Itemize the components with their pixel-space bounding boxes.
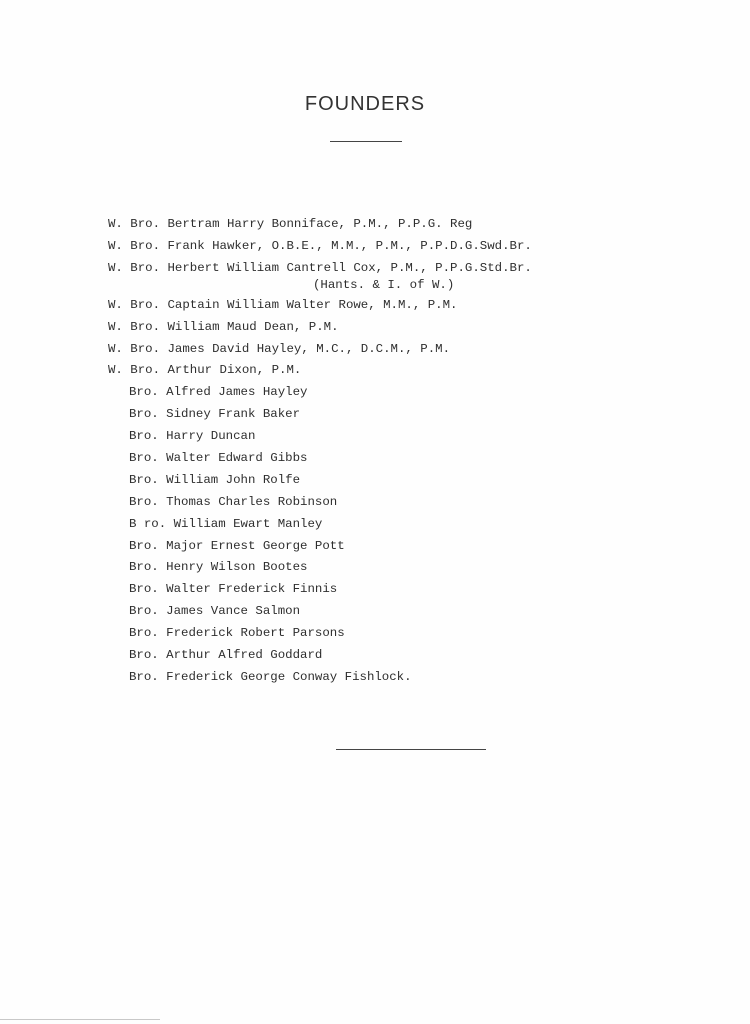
founder-name: Bro. Frederick Robert Parsons (129, 626, 345, 641)
list-item (108, 295, 728, 317)
founder-province: (Hants. & I. of W.) (313, 277, 455, 292)
list-item (108, 382, 728, 404)
founder-name: W. Bro. Frank Hawker, O.B.E., M.M., P.M., P.P.D.G.Swd.Br. (108, 238, 532, 253)
founder-name: W. Bro. William Maud Dean, P.M. (108, 319, 339, 334)
founder-name: Bro. Walter Frederick Finnis (129, 582, 338, 597)
founder-name: Bro. Frederick George Conway Fishlock. (129, 669, 412, 684)
list-item (108, 339, 728, 361)
list-item (108, 579, 728, 601)
list-item (108, 317, 728, 339)
founder-name: Bro. Thomas Charles Robinson (129, 494, 338, 509)
founder-name: Bro. William John Rolfe (129, 472, 301, 487)
founder-name: Bro. Major Ernest George Pott (129, 538, 345, 553)
list-item (108, 492, 728, 514)
list-item (108, 645, 728, 667)
list-item (108, 623, 728, 645)
list-item (108, 404, 728, 426)
founder-name: Bro. James Vance Salmon (129, 604, 301, 619)
founder-name: W. Bro. James David Hayley, M.C., D.C.M., P.M. (108, 341, 451, 356)
closing-rule (336, 749, 486, 750)
founder-name: W. Bro. Arthur Dixon, P.M. (108, 363, 302, 378)
founder-name: W. Bro. Herbert William Cantrell Cox, P.M., P.P.G.Std.Br. (108, 260, 532, 275)
list-item (108, 470, 728, 492)
list-item (108, 258, 728, 295)
list-item (108, 360, 728, 382)
founder-name: Bro. Arthur Alfred Goddard (129, 648, 323, 663)
founders-list (108, 214, 728, 689)
page-edge-line (0, 1019, 160, 1020)
founder-name: W. Bro. Captain William Walter Rowe, M.M., P.M. (108, 297, 458, 312)
list-item (108, 557, 728, 579)
title-underline (330, 141, 402, 142)
founder-name: W. Bro. Bertram Harry Bonniface, P.M., P.P.G. Reg (108, 217, 473, 231)
founder-name: Bro. Harry Duncan (129, 429, 256, 444)
list-item (108, 426, 728, 448)
founder-name: Bro. Henry Wilson Bootes (129, 560, 308, 575)
founder-name: Bro. Walter Edward Gibbs (129, 451, 308, 466)
list-item (108, 236, 728, 258)
founder-name: B ro. William Ewart Manley (129, 516, 323, 531)
page-title: FOUNDERS (304, 93, 426, 115)
founder-name: Bro. Alfred James Hayley (129, 385, 308, 400)
list-item (108, 667, 728, 689)
list-item (108, 536, 728, 558)
list-item (108, 214, 728, 236)
founder-name: Bro. Sidney Frank Baker (129, 407, 301, 422)
list-item (108, 514, 728, 536)
list-item (108, 601, 728, 623)
list-item (108, 448, 728, 470)
